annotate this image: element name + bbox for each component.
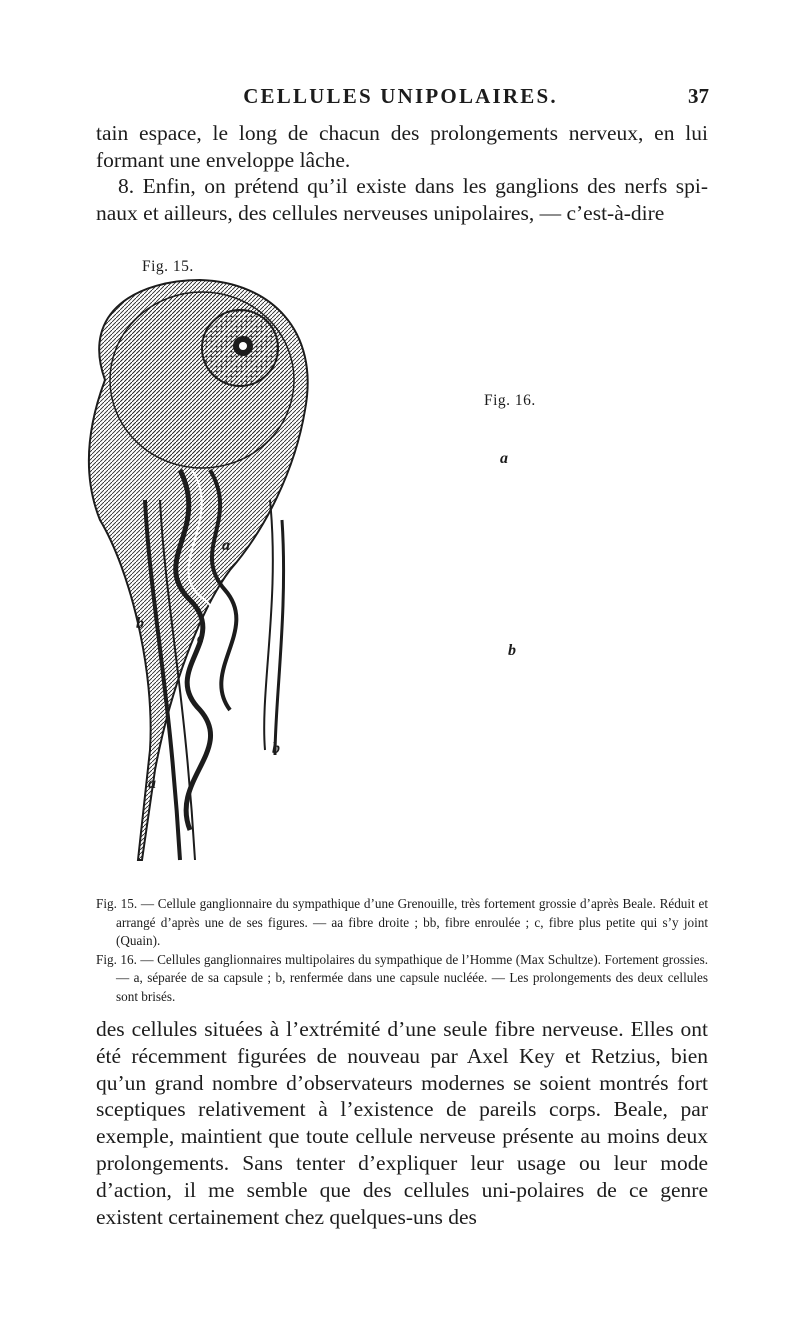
fig15-annotation-b: b [136, 615, 144, 632]
figure-15-label: Fig. 15. [142, 258, 194, 275]
engraving-illustration [60, 270, 780, 880]
chapter-title: CELLULES UNIPOLAIRES. [243, 84, 558, 108]
figures-illustration [60, 270, 780, 880]
fig15-annotation-a2: a [148, 775, 156, 792]
caption-fig15: Fig. 15. — Cellule ganglionnaire du sympathique d’une Grenouille, très fortement grossie d’après Beale. Réduit et arrangé d’après une de ses figures. — aa fibre droite ; bb, fibre enroulée ; c, fibre plus petite qui s’y joint (Quain). [96, 896, 708, 949]
page-number: 37 [688, 84, 709, 108]
paragraph-continued: tain espace, le long de chacun des prolongements nerveux, en lui formant une enveloppe lâche. [96, 121, 708, 172]
fig15-annotation-a: a [222, 537, 230, 554]
figure-captions [96, 895, 708, 1007]
paragraph-main: des cellules situées à l’extrémité d’une seule fibre nerveuse. Elles ont été récemment figurées de nouveau par Axel Key et Retzius, bien qu’un grand nombre d’observateurs modernes se soient montrés fort sceptiques relativement à l’existence de pareils corps. Beale, par exemple, maintient que toute cellule nerveuse présente au moins deux prolongements. Sans tenter d’expliquer leur usage ou leur mode d’action, il me semble que des cellules uni-polaires de ce genre existent certainement chez quelques-uns des [96, 1017, 708, 1229]
body-text-bottom [96, 1016, 708, 1230]
fig15-annotation-b2: b [272, 740, 280, 757]
paragraph-8: 8. Enfin, on prétend qu’il existe dans les ganglions des nerfs spi-naux et ailleurs, des cellules nerveuses unipolaires, — c’est-à-dire [96, 174, 708, 225]
fig15-annotation-c: c [197, 630, 205, 647]
fig15-drawing [89, 280, 308, 860]
running-head [0, 84, 801, 114]
caption-fig16: Fig. 16. — Cellules ganglionnaires multipolaires du sympathique de l’Homme (Max Schultze). Fortement grossies. — a, séparée de sa capsule ; b, renfermée dans une capsule nucléée. — Les prolongements des deux cellules sont brisés. [96, 951, 708, 1004]
figure-16-label: Fig. 16. [484, 392, 536, 409]
body-text-top [96, 120, 708, 226]
fig16-annotation-b: b [508, 642, 516, 659]
fig16-annotation-a: a [500, 450, 508, 467]
